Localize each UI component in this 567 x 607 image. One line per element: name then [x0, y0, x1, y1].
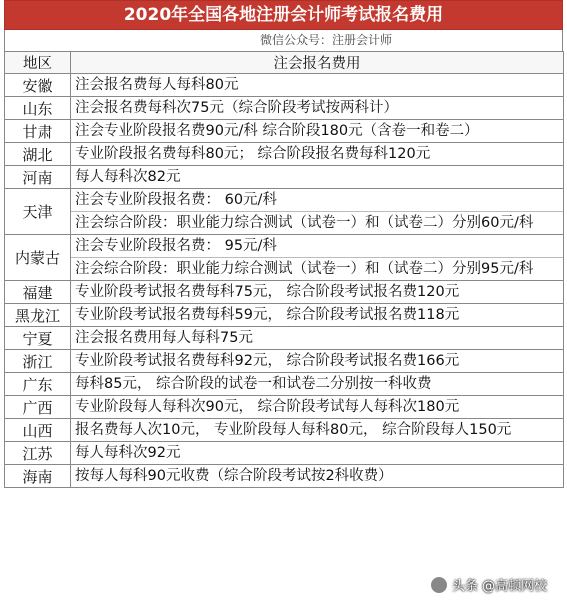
region-cell: 内蒙古 [5, 235, 71, 281]
fee-cell [71, 189, 564, 235]
table-row [5, 120, 564, 143]
region-cell: 海南 [5, 465, 71, 488]
fee-line: 注会专业阶段报名费： 95元/科 [71, 235, 563, 258]
fee-line: 注会报名费每科次75元（综合阶段考试按两科计） [75, 100, 398, 116]
fee-cell [71, 143, 564, 166]
region-cell: 河南 [5, 166, 71, 189]
table-row [5, 419, 564, 442]
region-cell: 湖北 [5, 143, 71, 166]
table-row [5, 143, 564, 166]
table-row [5, 465, 564, 488]
fee-cell [71, 74, 564, 97]
fee-line: 专业阶段考试报名费每科59元， 综合阶段考试报名费118元 [75, 307, 460, 323]
table-row [5, 373, 564, 396]
fee-line: 每人每科次92元 [75, 445, 181, 461]
table-row [5, 350, 564, 373]
region-cell: 黑龙江 [5, 304, 71, 327]
fee-line: 专业阶段每人每科次90元， 综合阶段考试每人每科次180元 [75, 399, 460, 415]
watermark [430, 575, 547, 594]
header-fee: 注会报名费用 [71, 52, 564, 74]
fee-cell [71, 235, 564, 281]
watermark-logo-icon [430, 576, 448, 594]
fee-cell [71, 465, 564, 488]
table-body [5, 74, 564, 488]
fee-line: 专业阶段考试报名费每科92元， 综合阶段考试报名费166元 [75, 353, 460, 369]
fee-cell [71, 120, 564, 143]
subtitle: 微信公众号：注册会计师 [4, 30, 563, 51]
fee-line: 每科85元， 综合阶段的试卷一和试卷二分别按一科收费 [75, 376, 432, 392]
fee-cell [71, 304, 564, 327]
fee-line: 专业阶段考试报名费每科75元， 综合阶段考试报名费120元 [75, 284, 460, 300]
fee-cell [71, 350, 564, 373]
fee-line: 专业阶段报名费每科80元； 综合阶段报名费每科120元 [75, 146, 431, 162]
fee-cell [71, 373, 564, 396]
header-region: 地区 [5, 52, 71, 74]
fee-cell [71, 281, 564, 304]
region-cell: 宁夏 [5, 327, 71, 350]
table-row [5, 396, 564, 419]
fee-line: 报名费每人次10元， 专业阶段每人每科80元， 综合阶段每人150元 [75, 422, 512, 438]
table-row [5, 327, 564, 350]
table-row [5, 281, 564, 304]
region-cell: 福建 [5, 281, 71, 304]
table-row [5, 304, 564, 327]
table-row [5, 189, 564, 235]
region-cell: 山东 [5, 97, 71, 120]
fee-table [4, 51, 564, 488]
fee-line: 每人每科次82元 [75, 169, 181, 185]
region-cell: 浙江 [5, 350, 71, 373]
table-row [5, 74, 564, 97]
fee-cell [71, 97, 564, 120]
fee-line: 注会报名费用每人每科75元 [75, 330, 253, 346]
fee-table-sheet [4, 0, 563, 488]
fee-line: 注会专业阶段报名费90元/科 综合阶段180元（含卷一和卷二） [75, 123, 479, 139]
fee-cell [71, 166, 564, 189]
region-cell: 山西 [5, 419, 71, 442]
fee-line: 注会综合阶段：职业能力综合测试（试卷一）和（试卷二）分别95元/科 [75, 261, 534, 277]
fee-cell [71, 419, 564, 442]
region-cell: 甘肃 [5, 120, 71, 143]
region-cell: 安徽 [5, 74, 71, 97]
region-cell: 广东 [5, 373, 71, 396]
table-row [5, 235, 564, 281]
region-cell: 江苏 [5, 442, 71, 465]
fee-line: 注会报名费每人每科80元 [75, 77, 239, 93]
watermark-text: 头条 @高顿网校 [451, 579, 547, 594]
fee-cell [71, 396, 564, 419]
region-cell: 广西 [5, 396, 71, 419]
fee-line: 按每人每科90元收费（综合阶段考试按2科收费） [75, 468, 393, 484]
table-row [5, 97, 564, 120]
region-cell: 天津 [5, 189, 71, 235]
fee-line: 注会综合阶段：职业能力综合测试（试卷一）和（试卷二）分别60元/科 [75, 215, 534, 231]
table-row [5, 166, 564, 189]
page-title: 2020年全国各地注册会计师考试报名费用 [4, 0, 563, 30]
fee-cell [71, 327, 564, 350]
table-row [5, 442, 564, 465]
fee-cell [71, 442, 564, 465]
fee-line: 注会专业阶段报名费： 60元/科 [71, 189, 563, 212]
